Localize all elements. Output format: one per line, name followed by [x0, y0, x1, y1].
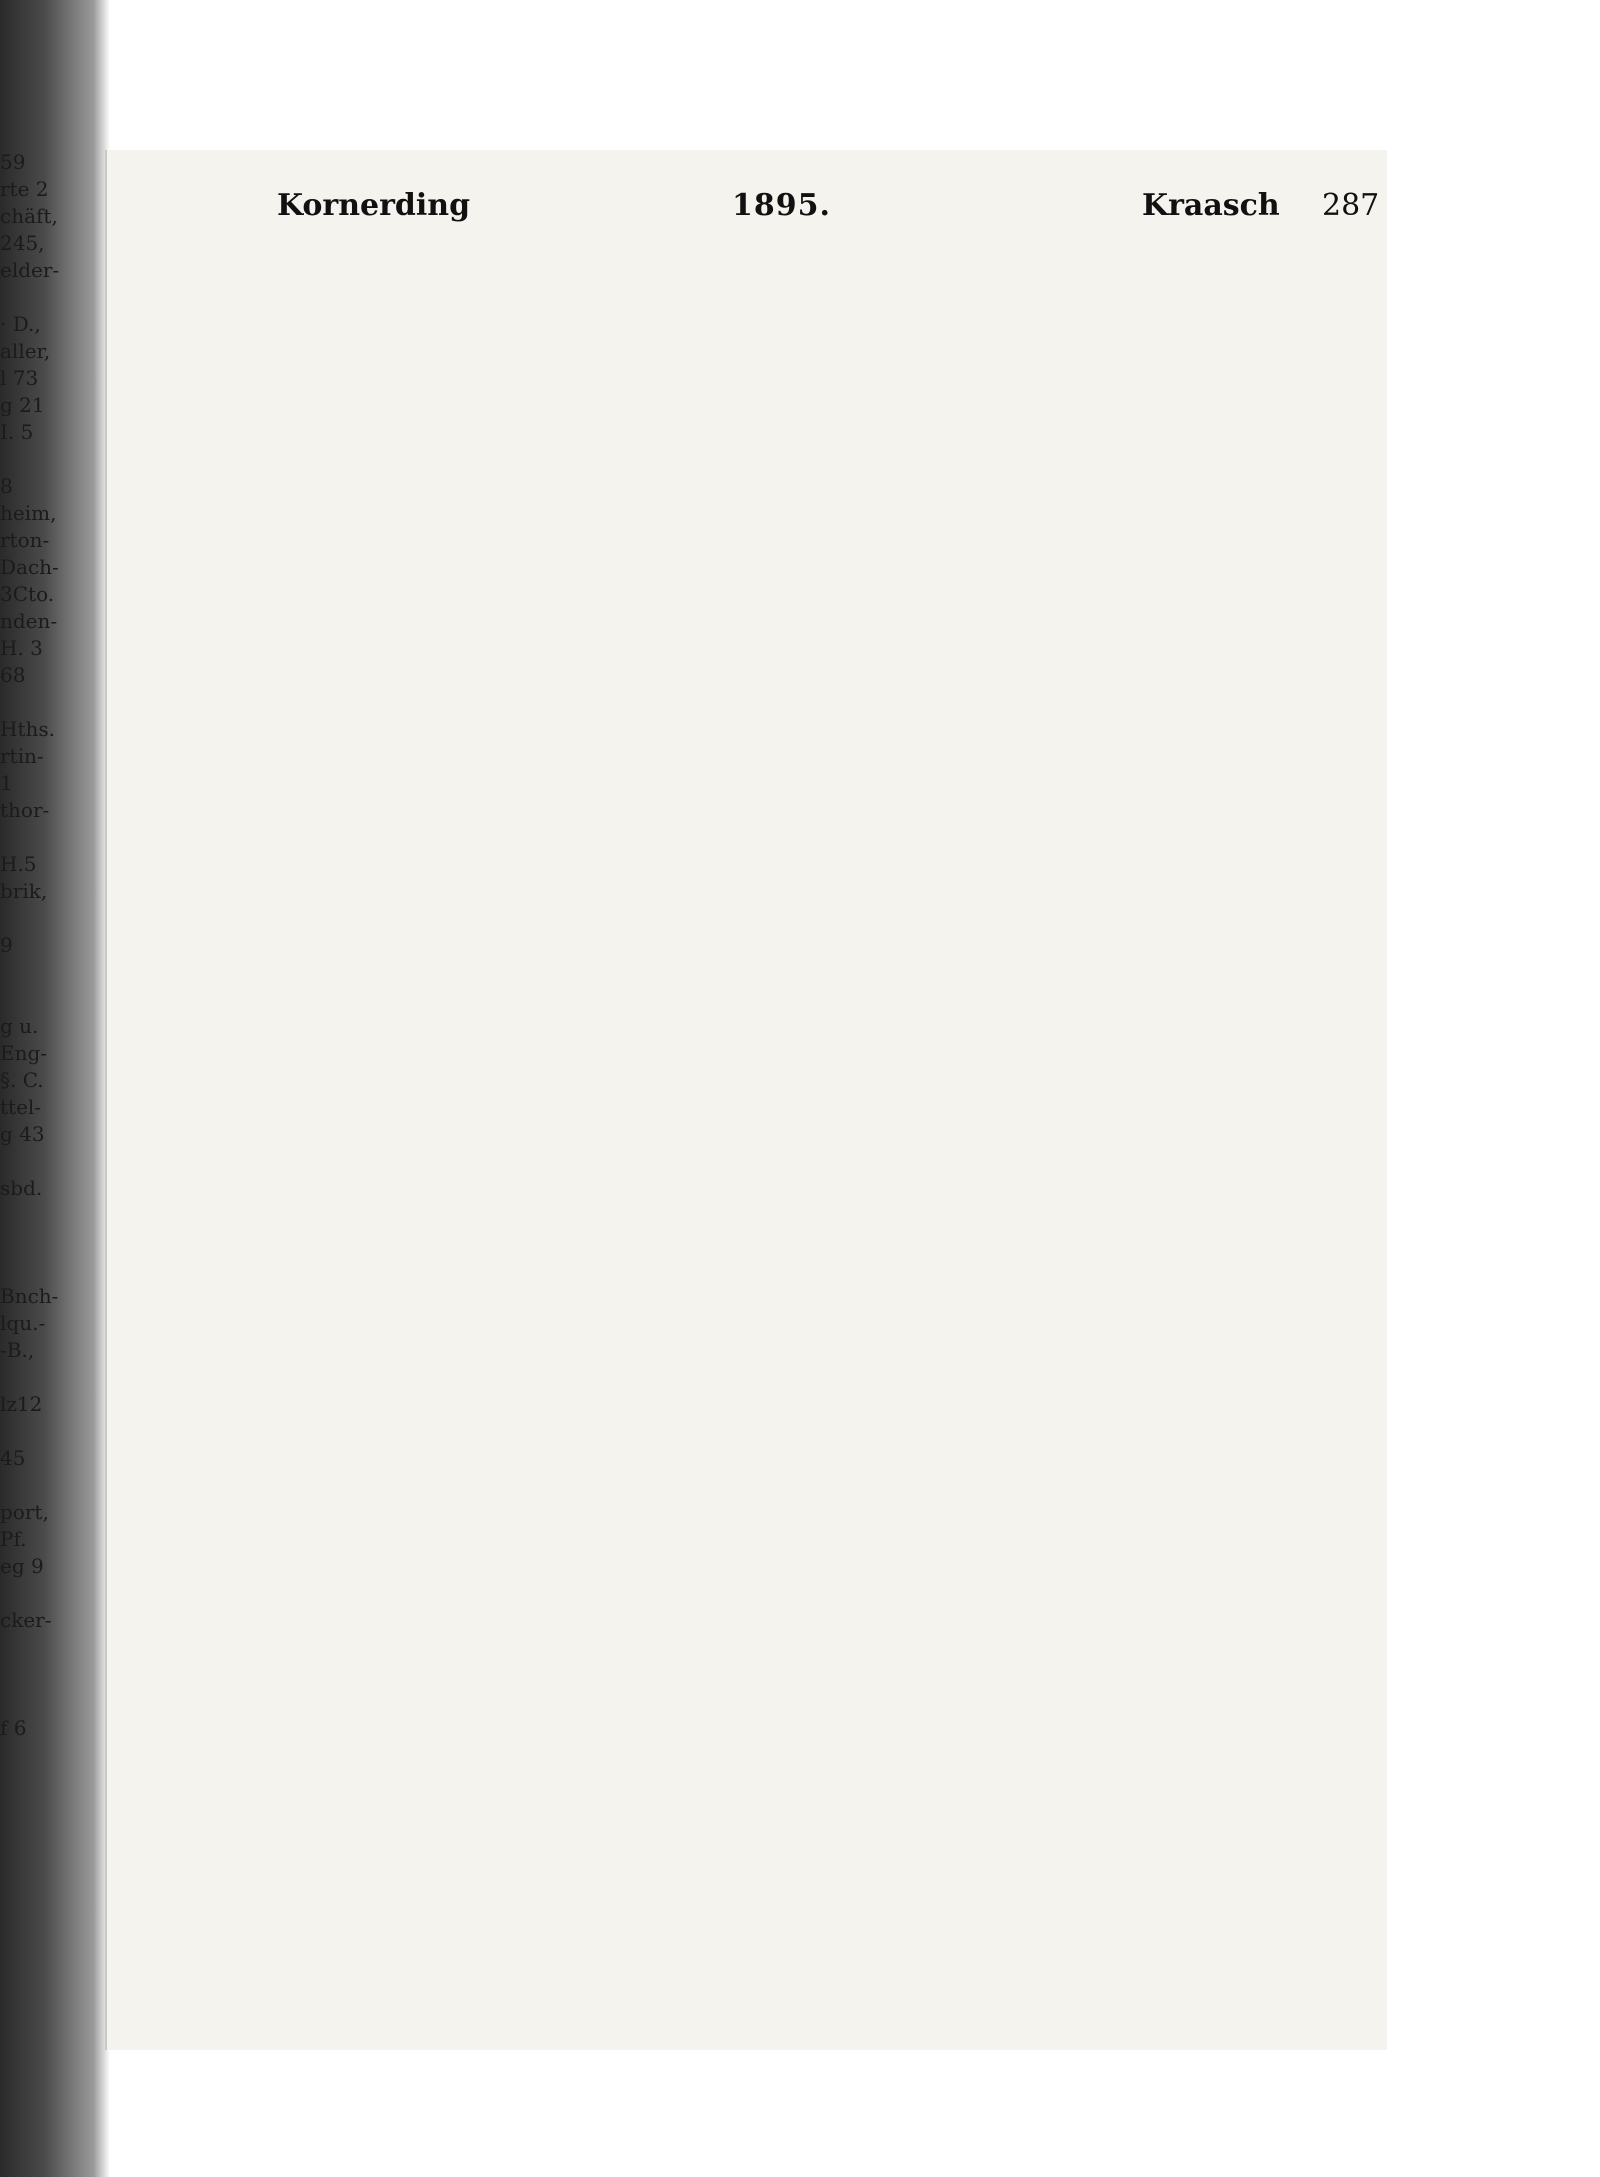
previous-page-fragment: 59	[0, 150, 26, 174]
previous-page-fragment: f 6	[0, 1716, 27, 1740]
previous-page-fragment	[0, 1581, 60, 1608]
column-right	[1022, 250, 1417, 2000]
previous-page-fragment: 68	[0, 663, 26, 687]
previous-page-fragment: Pf.	[0, 1527, 27, 1551]
previous-page-fragment: Eng-	[0, 1041, 48, 1065]
previous-page-fragment	[0, 1473, 60, 1500]
previous-page-fragment	[0, 1149, 60, 1176]
previous-page-fragment: rtin-	[0, 744, 44, 768]
previous-page-fragment: nden-	[0, 609, 58, 633]
previous-page-fragment: port,	[0, 1500, 49, 1524]
previous-page-fragment: §. C.	[0, 1068, 44, 1092]
previous-page-fragment: -B.,	[0, 1338, 35, 1362]
previous-page-fragment: ttel-	[0, 1095, 42, 1119]
previous-page-fragment	[0, 1257, 60, 1284]
previous-page-fragment: lz12	[0, 1392, 43, 1416]
previous-page-fragment: Hths.	[0, 717, 55, 741]
previous-page-fragment: 1	[0, 771, 13, 795]
previous-page-fragment	[0, 285, 60, 312]
previous-page-fragment: elder-	[0, 258, 60, 282]
previous-page-fragment	[0, 1662, 60, 1689]
previous-page-fragment: brik,	[0, 879, 48, 903]
previous-page-fragment	[0, 960, 60, 987]
previous-page-fragment: 9	[0, 933, 13, 957]
previous-page-fragment: rte 2	[0, 177, 49, 201]
previous-page-fragment: thor-	[0, 798, 50, 822]
previous-page-fragment: 3Cto.	[0, 582, 55, 606]
previous-page-fragment: · D.,	[0, 312, 41, 336]
previous-page-fragment	[0, 987, 60, 1014]
previous-page-fragment: 45	[0, 1446, 26, 1470]
previous-page-fragment: Bnch-	[0, 1284, 59, 1308]
previous-page-edge	[0, 150, 60, 2100]
previous-page-fragment	[0, 690, 60, 717]
right-catchword: Kraasch	[1142, 188, 1280, 223]
previous-page-fragment: g 21	[0, 393, 45, 417]
previous-page-fragment: 245,	[0, 231, 45, 255]
page-header	[107, 188, 1387, 228]
year: 1895.	[732, 188, 831, 223]
previous-page-fragment: sbd.	[0, 1176, 43, 1200]
previous-page-fragment: chäft,	[0, 204, 58, 228]
directory-page	[105, 150, 1387, 2050]
page-number: 287	[1322, 188, 1380, 223]
column-left	[212, 250, 607, 2000]
previous-page-fragment: eg 9	[0, 1554, 44, 1578]
left-catchword: Kornerding	[277, 188, 471, 223]
previous-page-fragment	[0, 1203, 60, 1230]
previous-page-fragment: rton-	[0, 528, 50, 552]
previous-page-fragment	[0, 1689, 60, 1716]
previous-page-fragment	[0, 906, 60, 933]
previous-page-fragment: 8	[0, 474, 13, 498]
previous-page-fragment: l 73	[0, 366, 39, 390]
previous-page-fragment: cker-	[0, 1608, 52, 1632]
previous-page-fragment: g u.	[0, 1014, 39, 1038]
previous-page-fragment	[0, 1230, 60, 1257]
previous-page-fragment	[0, 447, 60, 474]
previous-page-fragment	[0, 1419, 60, 1446]
previous-page-fragment: H. 3	[0, 636, 43, 660]
column-middle	[617, 250, 1012, 2000]
previous-page-fragment	[0, 1635, 60, 1662]
previous-page-fragment: lqu.-	[0, 1311, 46, 1335]
previous-page-fragment: g 43	[0, 1122, 45, 1146]
previous-page-fragment: Dach-	[0, 555, 59, 579]
previous-page-fragment: I. 5	[0, 420, 34, 444]
previous-page-fragment: aller,	[0, 339, 51, 363]
previous-page-fragment: heim,	[0, 501, 57, 525]
previous-page-fragment	[0, 1365, 60, 1392]
previous-page-fragment: H.5	[0, 852, 37, 876]
previous-page-fragment	[0, 825, 60, 852]
